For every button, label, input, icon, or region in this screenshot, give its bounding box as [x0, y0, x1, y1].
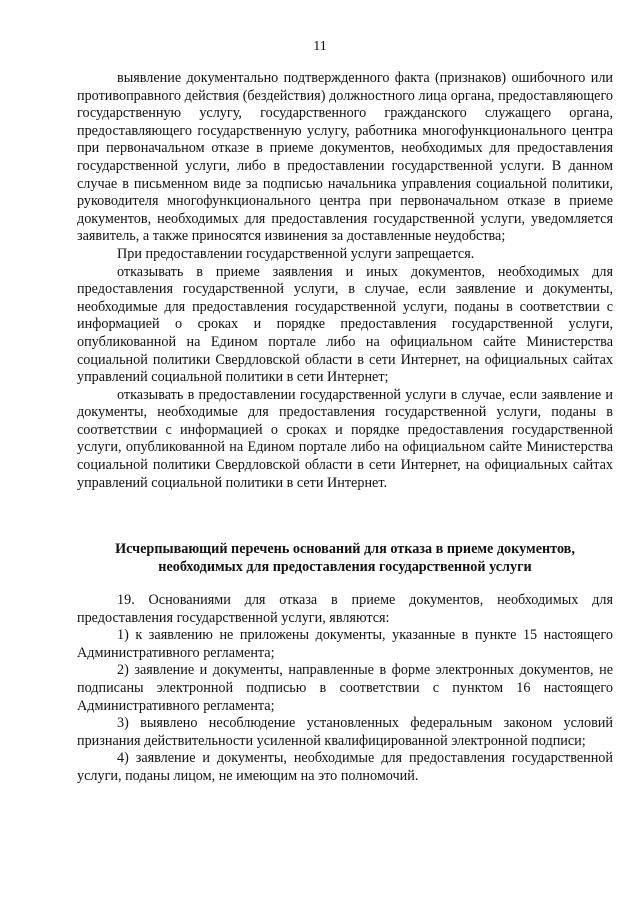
list-item: 1) к заявлению не приложены документы, указанные в пункте 15 настоящего Административного регламента; [77, 627, 613, 661]
list-item: 4) заявление и документы, необходимые для предоставления государственной услуги, поданы лицом, не имеющим на это полномочий. [77, 750, 613, 784]
list-intro: 19. Основаниями для отказа в приеме документов, необходимых для предоставления государственной услуги, являются: [77, 592, 613, 626]
paragraph-prohibition-refuse-acceptance: отказывать в приеме заявления и иных документов, необходимых для предоставления государственной услуги, в случае, если заявление и документы, необходимые для предоставления государственной услуги, поданы в соответствии с информацией о сроках и порядке предоставления государственной услуги, опубликованной на Едином портале либо на официальном сайте Министерства социальной политики Свердловской области в сети Интернет, на официальных сайтах управлений социальной политики в сети Интернет; [77, 263, 613, 386]
list-item: 3) выявлено несоблюдение установленных федеральным законом условий признания действительности усиленной квалифицированной электронной подписи; [77, 715, 613, 749]
section-heading: Исчерпывающий перечень оснований для отказа в приеме документов, необходимых для предоставления государственной услуги [115, 541, 575, 575]
paragraph-prohibitions-intro: При предоставлении государственной услуги запрещается. [117, 245, 475, 262]
paragraph-prohibition-refuse-provision: отказывать в предоставлении государственной услуги в случае, если заявление и документы, необходимые для предоставления государственной услуги, поданы в соответствии с информацией о сроках и порядке предоставления государственной услуги, опубликованной на Едином портале либо на официальном сайте Министерства социальной политики Свердловской области в сети Интернет, на официальных сайтах управлений социальной политики в сети Интернет. [77, 386, 613, 491]
paragraph-violation-detected: выявление документально подтвержденного факта (признаков) ошибочного или противоправного действия (бездействия) должностного лица органа, предоставляющего государственную услугу, государственного гражданского служащего органа, предоставляющего государственную услугу, работника многофункционального центра при первоначальном отказе в приеме документов, необходимых для предоставления государственной услуги, либо в предоставлении государственной услуги. В данном случае в письменном виде за подписью начальника управления социальной политики, руководителя многофункционального центра при первоначальном отказе в приеме документов, необходимых для предоставления государственной услуги, уведомляется заявитель, а также приносятся извинения за доставленные неудобства; [77, 70, 613, 245]
body-text [77, 70, 613, 492]
page-number: 11 [313, 39, 327, 54]
refusal-grounds-list [77, 592, 613, 786]
list-item: 2) заявление и документы, направленные в форме электронных документов, не подписаны электронной подписью в соответствии с пунктом 16 настоящего Административного регламента; [77, 662, 613, 714]
